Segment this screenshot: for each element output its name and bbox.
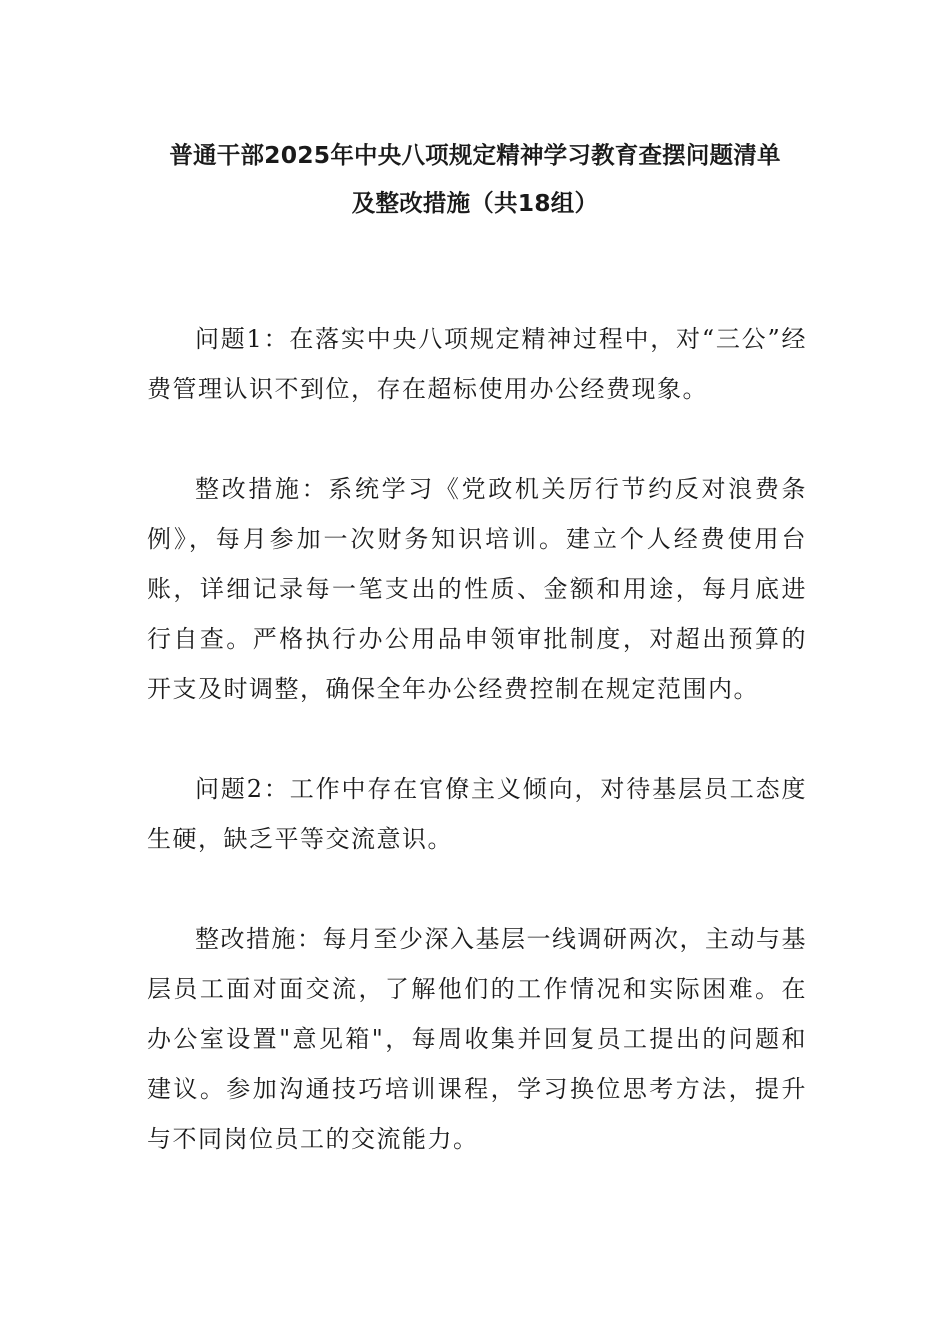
rectification-1-paragraph: 整改措施：系统学习《党政机关厉行节约反对浪费条例》，每月参加一次财务知识培训。建立个人经费使用台账，详细记录每一笔支出的性质、金额和用途，每月底进行自查。严格执行办公用品申领审批制度，对超出预算的开支及时调整，确保全年办公经费控制在规定范围内。 xyxy=(147,475,807,703)
rectification-2-paragraph: 整改措施：每月至少深入基层一线调研两次，主动与基层员工面对面交流，了解他们的工作情况和实际困难。在办公室设置"意见箱"，每周收集并回复员工提出的问题和建议。参加沟通技巧培训课程，学习换位思考方法，提升与不同岗位员工的交流能力。 xyxy=(147,925,807,1153)
problem-1-paragraph: 问题1：在落实中央八项规定精神过程中，对“三公”经费管理认识不到位，存在超标使用办公经费现象。 xyxy=(147,325,807,403)
title-line-2: 及整改措施（共18组） xyxy=(351,189,599,217)
document-body xyxy=(147,314,807,1164)
document-title xyxy=(120,131,830,227)
title-line-1: 普通干部2025年中央八项规定精神学习教育查摆问题清单 xyxy=(169,141,781,169)
problem-2-paragraph: 问题2：工作中存在官僚主义倾向，对待基层员工态度生硬，缺乏平等交流意识。 xyxy=(147,775,807,853)
